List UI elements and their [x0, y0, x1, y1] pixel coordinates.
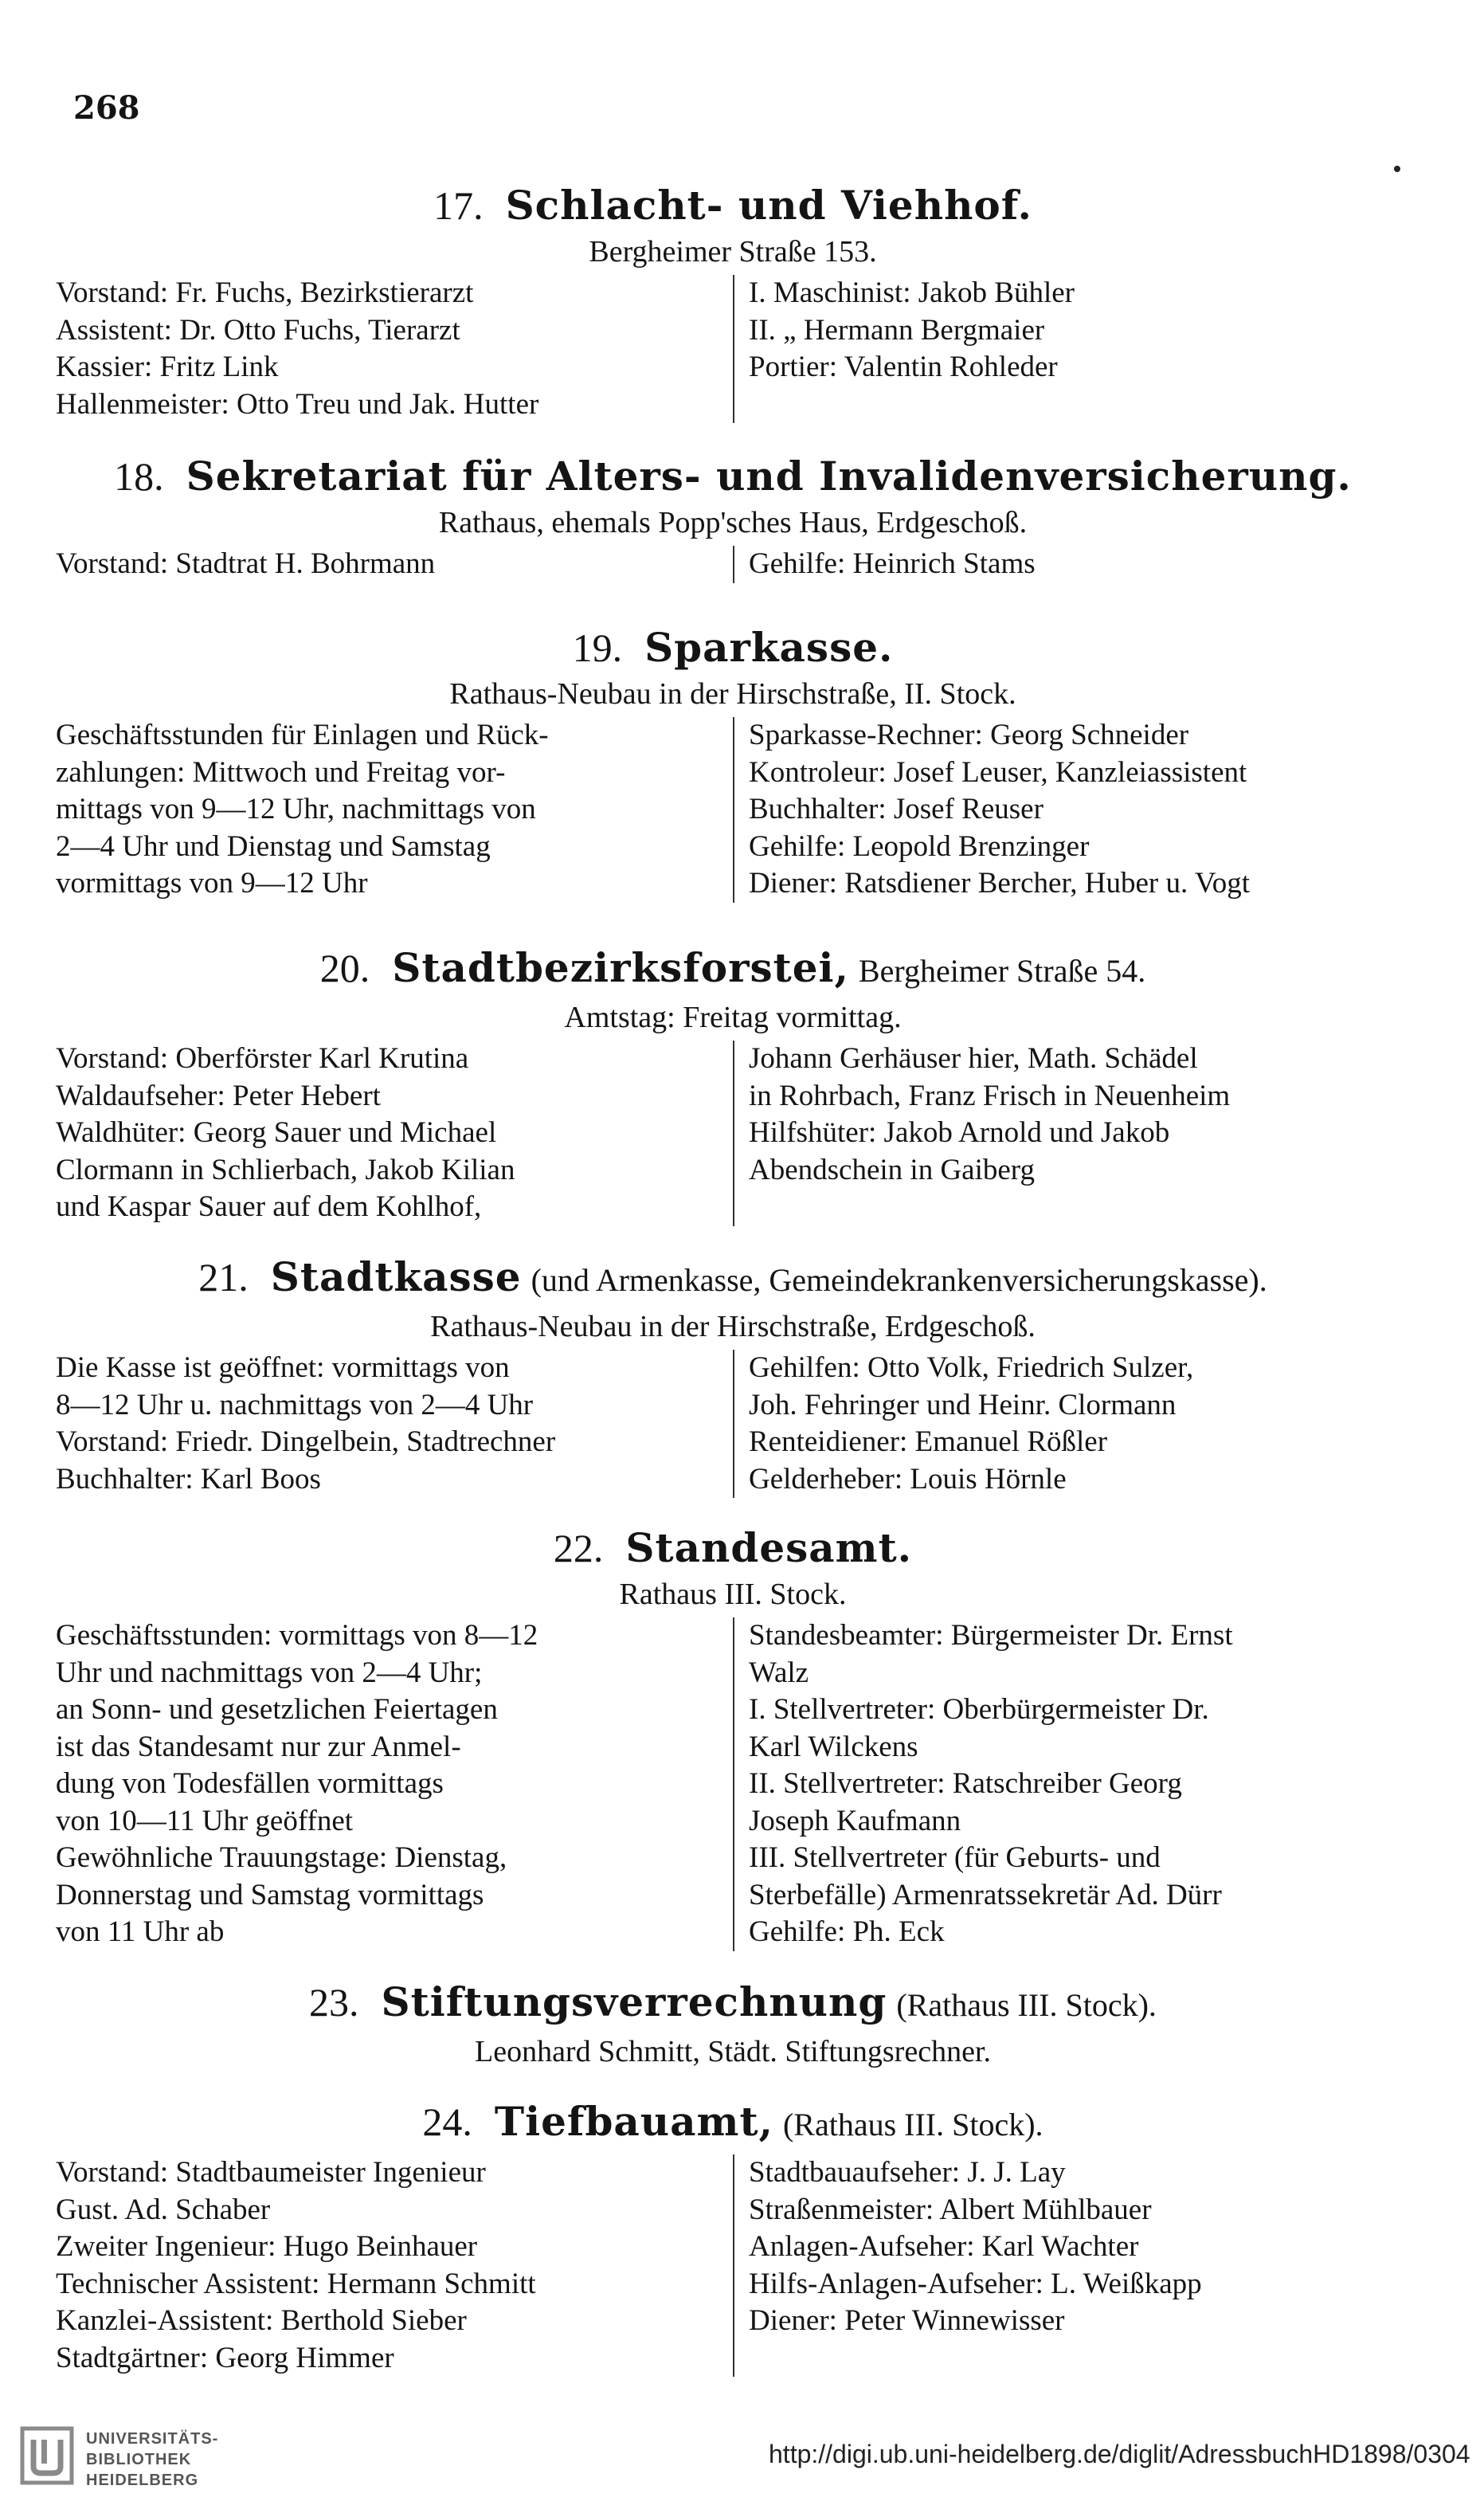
section-number: 21.	[198, 1255, 249, 1300]
section-number: 17.	[433, 183, 484, 228]
entry-line: I. Maschinist: Jakob Bühler	[749, 276, 1075, 309]
entry-line: zahlungen: Mittwoch und Freitag vor-	[56, 755, 506, 789]
entry-line: Stadtbauaufseher: J. J. Lay	[749, 2156, 1066, 2189]
entry-line: Gehilfe: Leopold Brenzinger	[749, 829, 1090, 863]
section-19	[56, 621, 1410, 903]
right-column	[733, 275, 1410, 423]
right-column	[733, 546, 1410, 583]
entry-line: Gehilfe: Ph. Eck	[749, 1915, 945, 1948]
section-subtitle: Leonhard Schmitt, Städt. Stiftungsrechner.	[474, 2035, 991, 2068]
entry-line: Diener: Ratsdiener Bercher, Huber u. Vogt	[749, 867, 1251, 900]
left-column	[56, 717, 733, 903]
entry-line: Buchhalter: Josef Reuser	[749, 793, 1043, 825]
entry-line: Assistent: Dr. Otto Fuchs, Tierarzt	[56, 313, 460, 347]
entry-line: an Sonn- und gesetzlichen Feiertagen	[56, 1693, 498, 1726]
entry-line: Kontroleur: Josef Leuser, Kanzleiassistent	[749, 755, 1247, 789]
section-title: Stadtbezirksforstei,	[392, 944, 849, 991]
entry-line: mittags von 9—12 Uhr, nachmittags von	[56, 793, 536, 825]
right-column	[733, 717, 1410, 903]
library-name-line: UNIVERSITÄTS-	[86, 2430, 219, 2448]
entry-line: II. Stellvertreter: Ratschreiber Georg	[749, 1767, 1182, 1800]
entry-line: Gehilfen: Otto Volk, Friedrich Sulzer,	[749, 1351, 1194, 1384]
entry-line: Clormann in Schlierbach, Jakob Kilian	[56, 1153, 515, 1186]
entry-line: Vorstand: Stadtbaumeister Ingenieur	[56, 2156, 486, 2189]
section-title: Tiefbauamt,	[494, 2098, 773, 2145]
section-17	[56, 179, 1410, 423]
section-subtitle: Rathaus-Neubau in der Hirschstraße, II. Stock.	[449, 677, 1016, 711]
entry-line: Joh. Fehringer und Heinr. Clormann	[749, 1388, 1177, 1421]
entry-line: Renteidiener: Emanuel Rößler	[749, 1425, 1108, 1458]
entry-line: Abendschein in Gaiberg	[749, 1153, 1035, 1186]
right-column	[733, 1041, 1410, 1226]
section-number: 22.	[553, 1526, 604, 1570]
entry-line: Gehilfe: Heinrich Stams	[749, 547, 1036, 580]
entry-line: II. „ Hermann Bergmaier	[749, 313, 1045, 347]
source-url[interactable]: http://digi.ub.uni-heidelberg.de/diglit/AdressbuchHD1898/0304	[769, 2440, 1470, 2468]
digitization-footer	[0, 2422, 1484, 2509]
entry-line: 2—4 Uhr und Dienstag und Samstag	[56, 829, 491, 863]
left-column	[56, 2154, 733, 2377]
section-title: Standesamt.	[625, 1524, 913, 1571]
right-column	[733, 2154, 1410, 2377]
entry-line: von 11 Uhr ab	[56, 1915, 225, 1948]
entry-line: Hilfs-Anlagen-Aufseher: L. Weißkapp	[749, 2267, 1202, 2300]
entry-line: Diener: Peter Winnewisser	[749, 2304, 1065, 2337]
entry-line: Gust. Ad. Schaber	[56, 2193, 271, 2226]
entry-line: Vorstand: Stadtrat H. Bohrmann	[56, 547, 436, 580]
section-23	[56, 1976, 1410, 2072]
section-22	[56, 1522, 1410, 1951]
entry-line: Portier: Valentin Rohleder	[749, 351, 1058, 383]
section-number: 18.	[114, 454, 164, 499]
entry-line: Waldhüter: Georg Sauer und Michael	[56, 1116, 497, 1149]
entry-line: I. Stellvertreter: Oberbürgermeister Dr.	[749, 1693, 1209, 1726]
section-20	[56, 942, 1410, 1226]
entry-line: Hallenmeister: Otto Treu und Jak. Hutter	[56, 387, 539, 421]
entry-line: Anlagen-Aufseher: Karl Wachter	[749, 2230, 1139, 2263]
right-column	[733, 1617, 1410, 1951]
entry-line: von 10—11 Uhr geöffnet	[56, 1804, 354, 1837]
section-subtitle: Bergheimer Straße 153.	[589, 235, 877, 269]
section-number: 19.	[572, 625, 623, 670]
entry-line: Gewöhnliche Trauungstage: Dienstag,	[56, 1841, 507, 1874]
entry-line: Kassier: Fritz Link	[56, 351, 279, 383]
entry-line: Uhr und nachmittags von 2—4 Uhr;	[56, 1656, 483, 1689]
section-title: Sekretariat für Alters- und Invalidenversicherung.	[186, 453, 1352, 500]
university-library-logo-icon	[18, 2424, 81, 2487]
section-title-extra: (Rathaus III. Stock).	[782, 2107, 1043, 2142]
entry-line: Die Kasse ist geöffnet: vormittags von	[56, 1351, 510, 1384]
entry-line: Vorstand: Oberförster Karl Krutina	[56, 1042, 469, 1075]
entry-line: Walz	[749, 1656, 809, 1689]
entry-line: dung von Todesfällen vormittags	[56, 1767, 444, 1800]
section-title: Stiftungsverrechnung	[381, 1978, 887, 2025]
section-number: 23.	[309, 1980, 359, 2025]
library-name-line: BIBLIOTHEK	[86, 2451, 192, 2468]
entry-line: Straßenmeister: Albert Mühlbauer	[749, 2193, 1152, 2226]
print-speck	[1394, 166, 1400, 172]
section-number: 20.	[319, 946, 370, 990]
entry-line: Gelderheber: Louis Hörnle	[749, 1462, 1067, 1496]
entry-line: Geschäftsstunden für Einlagen und Rück-	[56, 719, 549, 751]
right-column	[733, 1350, 1410, 1498]
library-name	[86, 2429, 218, 2491]
section-24	[56, 2095, 1410, 2377]
entry-line: Standesbeamter: Bürgermeister Dr. Ernst	[749, 1619, 1233, 1652]
section-subtitle: Rathaus, ehemals Popp'sches Haus, Erdgeschoß.	[438, 506, 1028, 539]
entry-line: 8—12 Uhr u. nachmittags von 2—4 Uhr	[56, 1388, 534, 1421]
entry-line: und Kaspar Sauer auf dem Kohlhof,	[56, 1190, 482, 1223]
section-title-extra: (und Armenkasse, Gemeindekrankenversicherungskasse).	[531, 1262, 1267, 1298]
page-number: 268	[73, 89, 140, 127]
entry-line: ist das Standesamt nur zur Anmel-	[56, 1730, 461, 1763]
entry-line: Donnerstag und Samstag vormittags	[56, 1878, 484, 1911]
entry-line: in Rohrbach, Franz Frisch in Neuenheim	[749, 1079, 1231, 1112]
section-21	[56, 1251, 1410, 1498]
section-18	[56, 450, 1410, 583]
entry-line: Kanzlei-Assistent: Berthold Sieber	[56, 2304, 467, 2337]
section-subtitle: Rathaus-Neubau in der Hirschstraße, Erdgeschoß.	[430, 1310, 1036, 1343]
entry-line: III. Stellvertreter (für Geburts- und	[749, 1841, 1161, 1874]
left-column	[56, 1350, 733, 1498]
entry-line: Stadtgärtner: Georg Himmer	[56, 2341, 394, 2374]
entry-line: Sterbefälle) Armenratssekretär Ad. Dürr	[749, 1878, 1222, 1911]
entry-line: Karl Wilckens	[749, 1730, 918, 1763]
entry-line: Buchhalter: Karl Boos	[56, 1462, 321, 1496]
entry-line: Vorstand: Fr. Fuchs, Bezirkstierarzt	[56, 276, 474, 309]
left-column	[56, 1041, 733, 1226]
library-name-line: HEIDELBERG	[86, 2472, 199, 2489]
section-title-extra: (Rathaus III. Stock).	[896, 1987, 1157, 2023]
entry-line: Johann Gerhäuser hier, Math. Schädel	[749, 1042, 1198, 1075]
entry-line: vormittags von 9—12 Uhr	[56, 867, 368, 900]
section-title-extra: Bergheimer Straße 54.	[858, 953, 1146, 989]
entry-line: Zweiter Ingenieur: Hugo Beinhauer	[56, 2230, 478, 2263]
left-column	[56, 546, 733, 583]
entry-line: Vorstand: Friedr. Dingelbein, Stadtrechner	[56, 1425, 556, 1458]
entry-line: Hilfshüter: Jakob Arnold und Jakob	[749, 1116, 1170, 1149]
left-column	[56, 275, 733, 423]
entry-line: Sparkasse-Rechner: Georg Schneider	[749, 719, 1189, 751]
left-column	[56, 1617, 733, 1951]
entry-line: Waldaufseher: Peter Hebert	[56, 1079, 381, 1112]
section-title: Stadtkasse	[270, 1253, 522, 1300]
section-subtitle: Rathaus III. Stock.	[619, 1578, 847, 1611]
entry-line: Joseph Kaufmann	[749, 1804, 961, 1837]
section-title: Schlacht- und Viehhof.	[505, 182, 1032, 229]
section-title: Sparkasse.	[644, 624, 894, 671]
entry-line: Geschäftsstunden: vormittags von 8—12	[56, 1619, 538, 1652]
section-subtitle: Amtstag: Freitag vormittag.	[564, 1001, 902, 1034]
section-number: 24.	[422, 2099, 472, 2144]
entry-line: Technischer Assistent: Hermann Schmitt	[56, 2267, 536, 2300]
